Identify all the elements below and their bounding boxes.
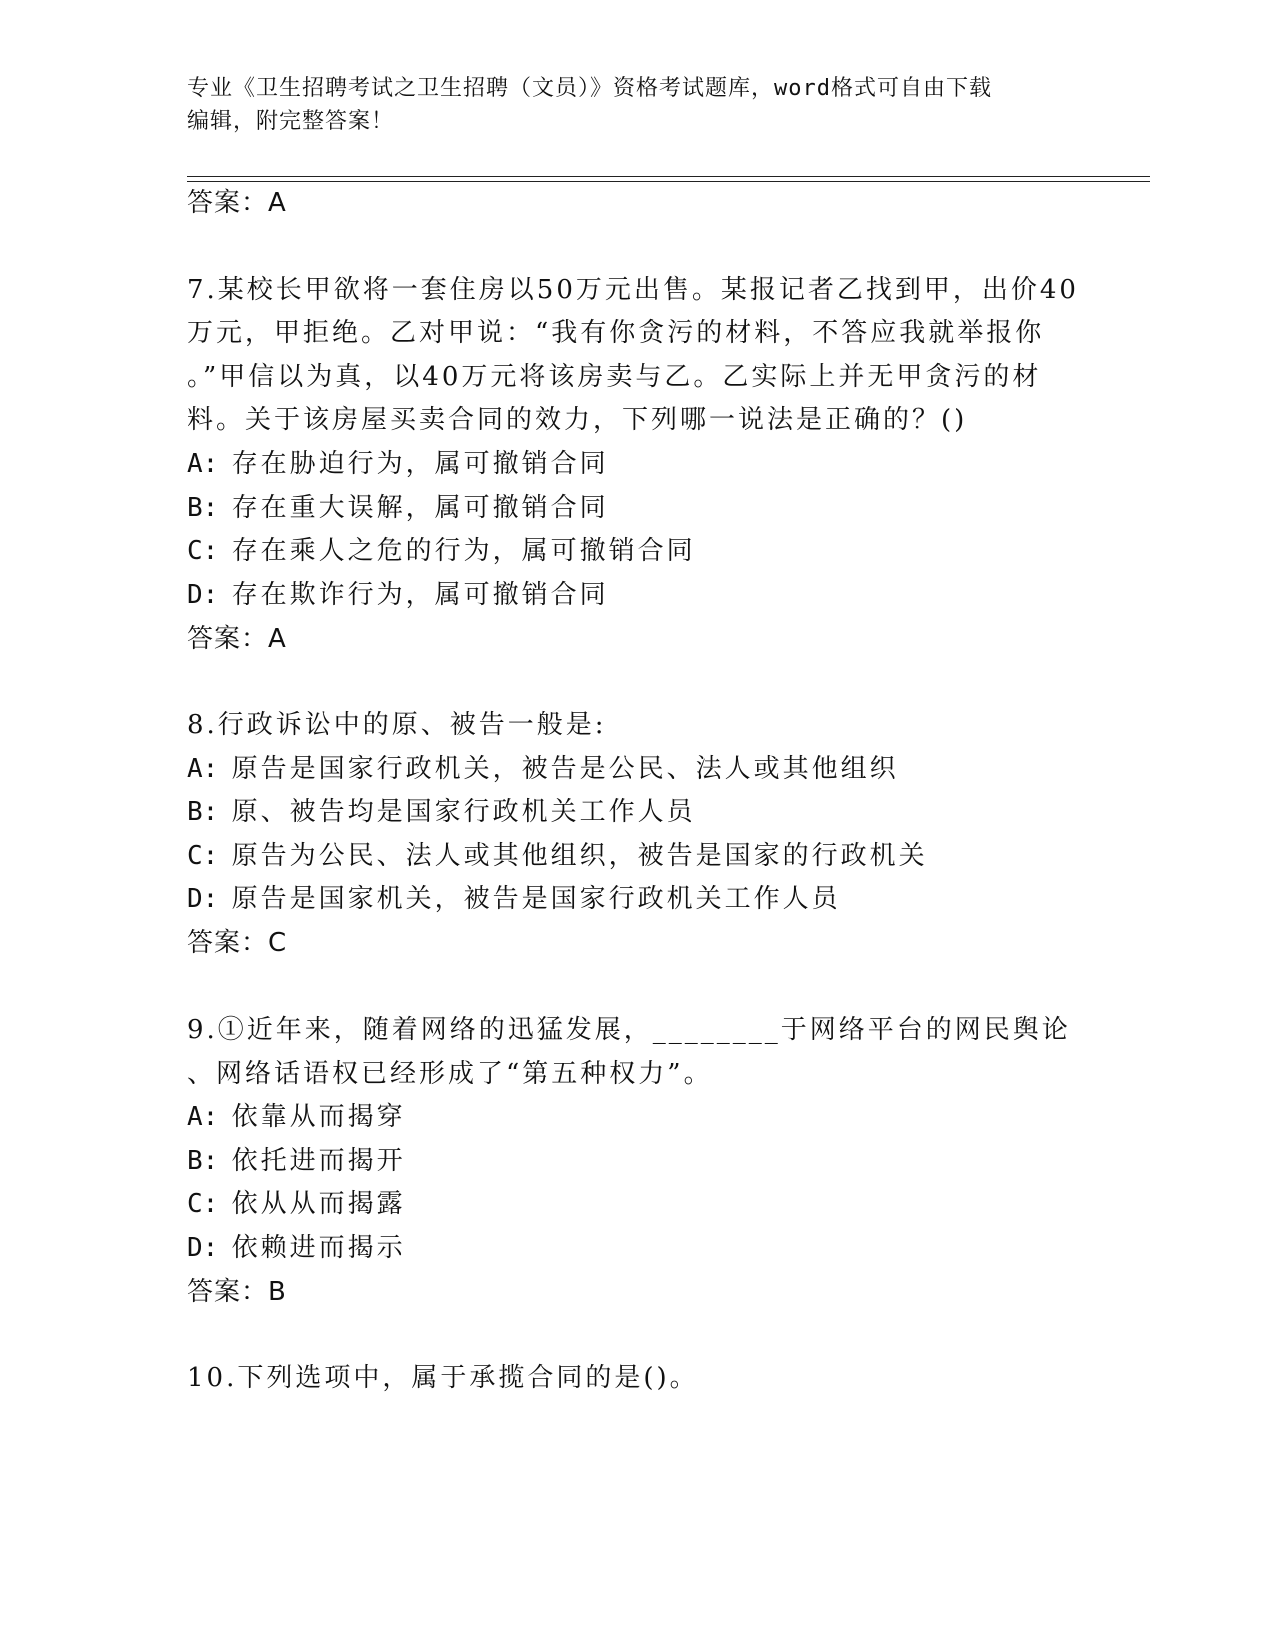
option-text: 存在乘人之危的行为，属可撤销合同 xyxy=(231,536,696,566)
q7-option-c xyxy=(187,534,696,568)
option-text: 存在重大误解，属可撤销合同 xyxy=(231,493,609,523)
option-letter: B: xyxy=(187,797,219,827)
q7-answer: 答案：A xyxy=(187,624,287,654)
q7-stem-line-3: 。”甲信以为真，以40万元将该房卖与乙。乙实际上并无甲贪污的材 xyxy=(187,362,1042,392)
answer-prev: 答案：A xyxy=(187,188,287,218)
option-letter: C: xyxy=(187,841,219,871)
q7-option-d xyxy=(187,578,609,612)
option-letter: C: xyxy=(187,536,219,566)
option-letter: D: xyxy=(187,884,219,914)
q8-stem-line-1: 8.行政诉讼中的原、被告一般是: xyxy=(187,710,607,740)
q9-option-c xyxy=(187,1187,406,1221)
q9-stem-line-2: 、网络话语权已经形成了“第五种权力”。 xyxy=(187,1059,713,1089)
q9-option-a xyxy=(187,1100,406,1134)
option-text: 原告是国家机关，被告是国家行政机关工作人员 xyxy=(231,884,841,914)
option-letter: C: xyxy=(187,1189,219,1219)
header-rule-bottom xyxy=(187,181,1150,182)
option-text: 原告是国家行政机关，被告是公民、法人或其他组织 xyxy=(231,754,899,784)
option-text: 依赖进而揭示 xyxy=(231,1233,406,1263)
header-rule-top xyxy=(187,176,1150,177)
option-letter: D: xyxy=(187,580,219,610)
option-text: 依靠从而揭穿 xyxy=(231,1102,406,1132)
option-text: 存在欺诈行为，属可撤销合同 xyxy=(231,580,609,610)
q8-option-d xyxy=(187,882,841,916)
q9-option-d xyxy=(187,1231,406,1265)
option-letter: A: xyxy=(187,754,219,784)
option-letter: B: xyxy=(187,493,219,523)
q9-option-b xyxy=(187,1144,406,1178)
option-letter: D: xyxy=(187,1233,219,1263)
option-text: 依从从而揭露 xyxy=(231,1189,406,1219)
header-line-1: 专业《卫生招聘考试之卫生招聘（文员）》资格考试题库，word格式可自由下载 xyxy=(187,76,992,101)
document-header xyxy=(187,72,1067,138)
q8-option-b xyxy=(187,795,696,829)
option-letter: B: xyxy=(187,1146,219,1176)
option-letter: A: xyxy=(187,449,219,479)
q8-answer: 答案：C xyxy=(187,928,288,958)
q10-stem-line-1: 10.下列选项中，属于承揽合同的是()。 xyxy=(187,1363,699,1393)
q8-option-a xyxy=(187,752,899,786)
option-text: 存在胁迫行为，属可撤销合同 xyxy=(231,449,609,479)
q7-stem-line-4: 料。关于该房屋买卖合同的效力，下列哪一说法是正确的？() xyxy=(187,405,968,435)
option-letter: A: xyxy=(187,1102,219,1132)
q7-stem-line-1: 7.某校长甲欲将一套住房以50万元出售。某报记者乙找到甲，出价40 xyxy=(187,275,1079,305)
q7-option-b xyxy=(187,491,609,525)
option-text: 原告为公民、法人或其他组织，被告是国家的行政机关 xyxy=(231,841,928,871)
q9-stem-line-1: 9.①近年来，随着网络的迅猛发展，________于网络平台的网民舆论 xyxy=(187,1015,1071,1045)
q7-option-a xyxy=(187,447,609,481)
q8-option-c xyxy=(187,839,928,873)
option-text: 依托进而揭开 xyxy=(231,1146,406,1176)
header-line-2: 编辑，附完整答案！ xyxy=(187,109,395,134)
option-text: 原、被告均是国家行政机关工作人员 xyxy=(231,797,696,827)
q7-stem-line-2: 万元，甲拒绝。乙对甲说：“我有你贪污的材料，不答应我就举报你 xyxy=(187,318,1045,348)
q9-answer: 答案：B xyxy=(187,1277,287,1307)
